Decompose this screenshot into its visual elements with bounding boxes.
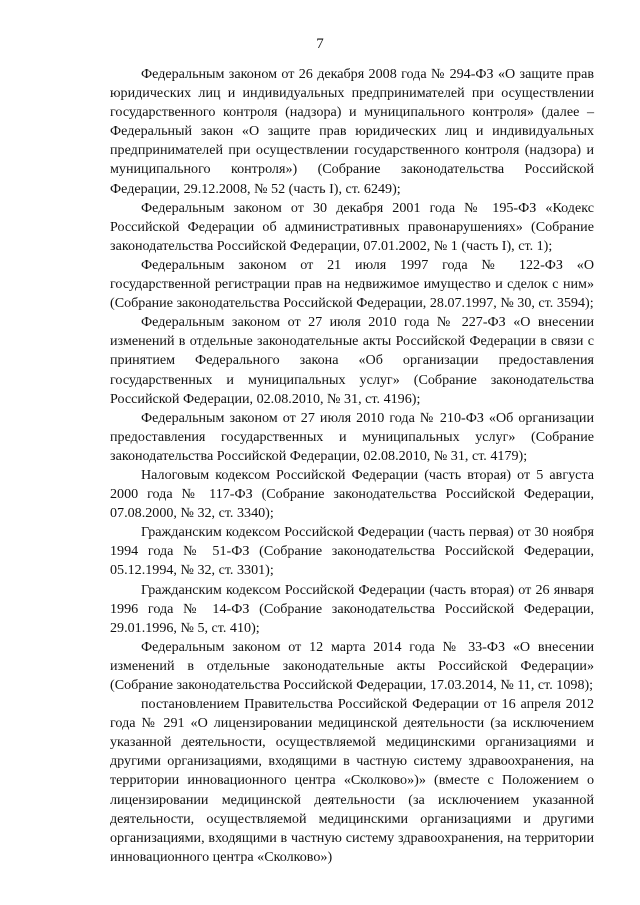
paragraph-law-122-fz: Федеральным законом от 21 июля 1997 года № 122-ФЗ «О государственной регистрации прав на недвижимое имущество и сделок с ним» (Собрание законодательства Российской Федерации, 28.07.1997, № 30, ст. 3594); bbox=[110, 256, 594, 312]
paragraph-law-227-fz: Федеральным законом от 27 июля 2010 года № 227-ФЗ «О внесении изменений в отдельные законодательные акты Российской Федерации в связи с принятием Федерального закона «Об организации предоставления государственных и муниципальных услуг» (Собрание законодательства Российской Федерации, 02.08.2010, № 31, ст. 4196); bbox=[110, 314, 594, 407]
paragraph-government-resolution-291: постановлением Правительства Российской Федерации от 16 апреля 2012 года № 291 «О лицензировании медицинской деятельности (за исключением указанной деятельности, осуществляемой медицинскими организациями и другими организациями, входящими в частную систему здравоохранения, на территории инновационного центра «Сколково»)» (вместе с Положением о лицензировании медицинской деятельности (за исключением указанной деятельности, осуществляемой медицинскими организациями и другими организациями, входящими в частную систему здравоохранения, на территории инновационного центра «Сколково») bbox=[110, 696, 594, 865]
paragraph-tax-code: Налоговым кодексом Российской Федерации (часть вторая) от 5 августа 2000 года № 117-ФЗ (Собрание законодательства Российской Федерации, 07.08.2000, № 32, ст. 3340); bbox=[110, 466, 594, 522]
paragraph-law-210-fz: Федеральным законом от 27 июля 2010 года № 210-ФЗ «Об организации предоставления государственных и муниципальных услуг» (Собрание законодательства Российской Федерации, 02.08.2010, № 31, ст. 4179); bbox=[110, 409, 594, 464]
paragraph-civil-code-part-two: Гражданским кодексом Российской Федерации (часть вторая) от 26 января 1996 года № 14-ФЗ (Собрание законодательства Российской Федерации, 29.01.1996, № 5, ст. 410); bbox=[110, 581, 594, 636]
paragraph-law-195-fz: Федеральным законом от 30 декабря 2001 года № 195-ФЗ «Кодекс Российской Федерации об административных правонарушениях» (Собрание законодательства Российской Федерации, 07.01.2002, № 1 (часть I), ст. 1); bbox=[110, 199, 594, 254]
paragraph-law-33-fz: Федеральным законом от 12 марта 2014 года № 33-ФЗ «О внесении изменений в отдельные законодательные акты Российской Федерации» (Собрание законодательства Российской Федерации, 17.03.2014, № 11, ст. 1098); bbox=[110, 638, 594, 693]
paragraph-civil-code-part-one: Гражданским кодексом Российской Федерации (часть первая) от 30 ноября 1994 года № 51-ФЗ (Собрание законодательства Российской Федерации, 05.12.1994, № 32, ст. 3301); bbox=[110, 524, 594, 579]
paragraph-law-294-fz: Федеральным законом от 26 декабря 2008 года № 294-ФЗ «О защите прав юридических лиц и индивидуальных предпринимателей при осуществлении государственного контроля (надзора) и муниципального контроля» (далее – Федеральный закон «О защите прав юридических лиц и индивидуальных предпринимателей при осуществлении государственного контроля (надзора) и муниципального контроля») (Собрание законодательства Российской Федерации, 29.12.2008, № 52 (часть I), ст. 6249); bbox=[110, 66, 594, 197]
page-number: 7 bbox=[316, 36, 324, 52]
document-body bbox=[110, 65, 594, 867]
